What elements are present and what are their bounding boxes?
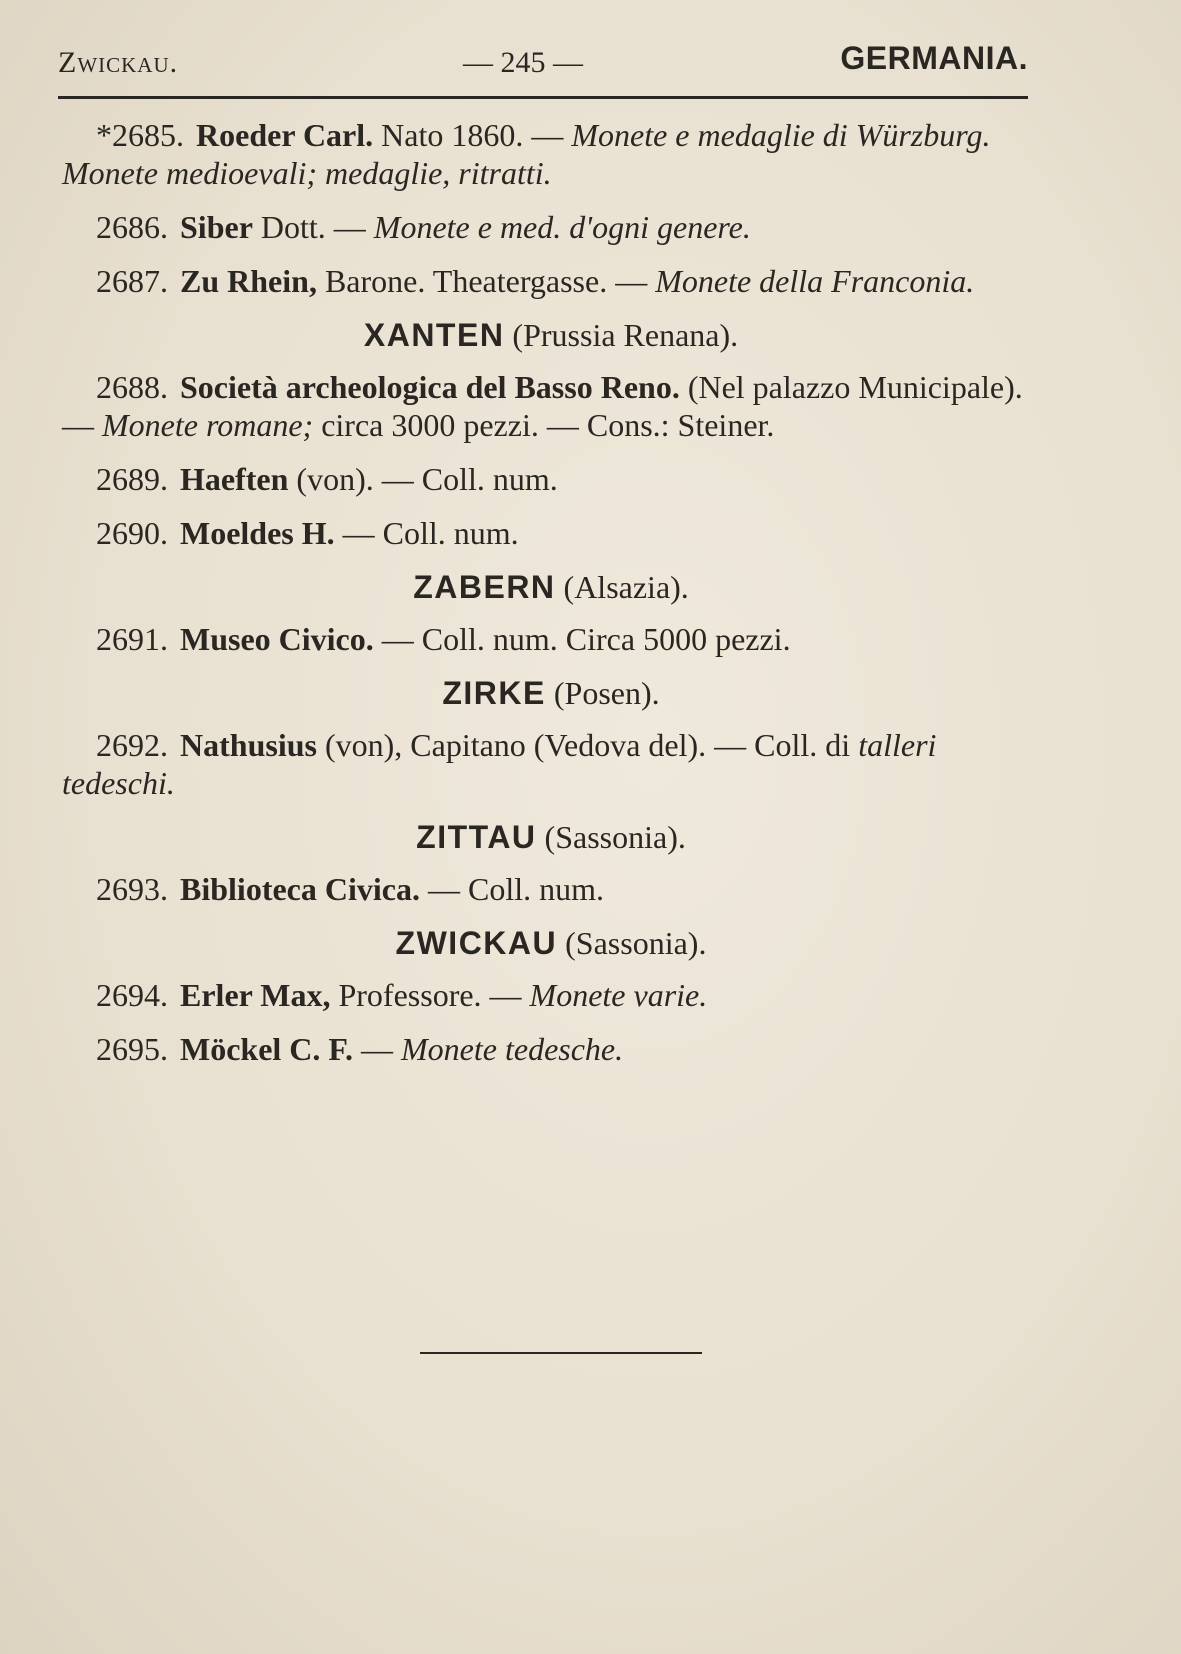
entry-collection: Monete e medaglie di Würzburg. Monete medioevali; medaglie, ritratti.: [62, 117, 991, 191]
city-name: ZITTAU: [416, 819, 537, 855]
entry-number: 2687.: [96, 263, 168, 299]
city-region: (Sassonia).: [557, 925, 707, 961]
entry-number: 2692.: [96, 727, 168, 763]
entry-2694: [62, 976, 1040, 1014]
entry-details: (Nel palazzo Municipale). —: [62, 369, 1023, 443]
entry-details: — Coll. num. Circa 5000 pezzi.: [373, 621, 791, 657]
entry-details: — Coll. num.: [419, 871, 604, 907]
entry-collection: Monete e med. d'ogni genere.: [373, 209, 751, 245]
city-heading-zirke: [62, 674, 1040, 712]
entry-collection: Monete della Franconia.: [655, 263, 975, 299]
entry-2688: [62, 368, 1040, 444]
entry-details: —: [353, 1031, 402, 1067]
entry-name: Haeften: [180, 461, 289, 497]
city-region: (Alsazia).: [555, 569, 689, 605]
entry-2691: [62, 620, 1040, 658]
entry-name: Erler Max,: [180, 977, 331, 1013]
entry-number: 2694.: [96, 977, 168, 1013]
city-heading-xanten: [62, 316, 1040, 354]
closing-rule: [420, 1352, 702, 1354]
entry-collection: Monete romane;: [102, 407, 314, 443]
entry-details: (von). — Coll. num.: [288, 461, 558, 497]
entry-collection: talleri tedeschi.: [62, 727, 937, 801]
entry-name: Moeldes H.: [180, 515, 335, 551]
entry-number: 2690.: [96, 515, 168, 551]
entry-details: Nato 1860. —: [373, 117, 572, 153]
entry-collection: Monete varie.: [529, 977, 708, 1013]
city-heading-zittau: [62, 818, 1040, 856]
directory-listing: [62, 116, 1040, 1084]
entry-collection: Monete tedesche.: [401, 1031, 624, 1067]
entry-number: 2695.: [96, 1031, 168, 1067]
city-heading-zwickau: [62, 924, 1040, 962]
city-heading-zabern: [62, 568, 1040, 606]
entry-details: — Coll. num.: [334, 515, 519, 551]
city-name: XANTEN: [363, 317, 505, 353]
entry-details: (von), Capitano (Vedova del). — Coll. di: [316, 727, 859, 763]
entry-tail: circa 3000 pezzi. — Cons.: Steiner.: [313, 407, 775, 443]
running-head-left: Zwickau.: [58, 46, 179, 79]
running-header: [58, 40, 1028, 90]
entry-name: Siber: [180, 209, 253, 245]
running-head-right: GERMANIA.: [840, 40, 1028, 76]
entry-name: Museo Civico.: [180, 621, 374, 657]
entry-number: 2688.: [96, 369, 168, 405]
entry-number: 2693.: [96, 871, 168, 907]
header-rule: [58, 96, 1028, 99]
entry-name: Möckel C. F.: [180, 1031, 354, 1067]
entry-details: Barone. Theatergasse. —: [316, 263, 656, 299]
entry-number: 2689.: [96, 461, 168, 497]
entry-2689: [62, 460, 1040, 498]
entry-number: 2686.: [96, 209, 168, 245]
page-number: — 245 —: [463, 46, 583, 79]
entry-name: Nathusius: [180, 727, 317, 763]
entry-2692: [62, 726, 1040, 802]
city-region: (Prussia Renana).: [504, 317, 739, 353]
entry-2685: [62, 116, 1040, 192]
city-region: (Posen).: [545, 675, 660, 711]
entry-number: *2685.: [96, 117, 184, 153]
entry-2690: [62, 514, 1040, 552]
city-name: ZWICKAU: [395, 925, 558, 961]
city-name: ZIRKE: [442, 675, 546, 711]
entry-details: Professore. —: [330, 977, 530, 1013]
entry-2686: [62, 208, 1040, 246]
entry-2695: [62, 1030, 1040, 1068]
entry-name: Società archeologica del Basso Reno.: [180, 369, 680, 405]
entry-name: Zu Rhein,: [180, 263, 317, 299]
city-region: (Sassonia).: [536, 819, 686, 855]
entry-name: Roeder Carl.: [196, 117, 374, 153]
entry-name: Biblioteca Civica.: [180, 871, 420, 907]
entry-number: 2691.: [96, 621, 168, 657]
entry-details: Dott. —: [252, 209, 374, 245]
entry-2687: [62, 262, 1040, 300]
city-name: ZABERN: [413, 569, 556, 605]
entry-2693: [62, 870, 1040, 908]
